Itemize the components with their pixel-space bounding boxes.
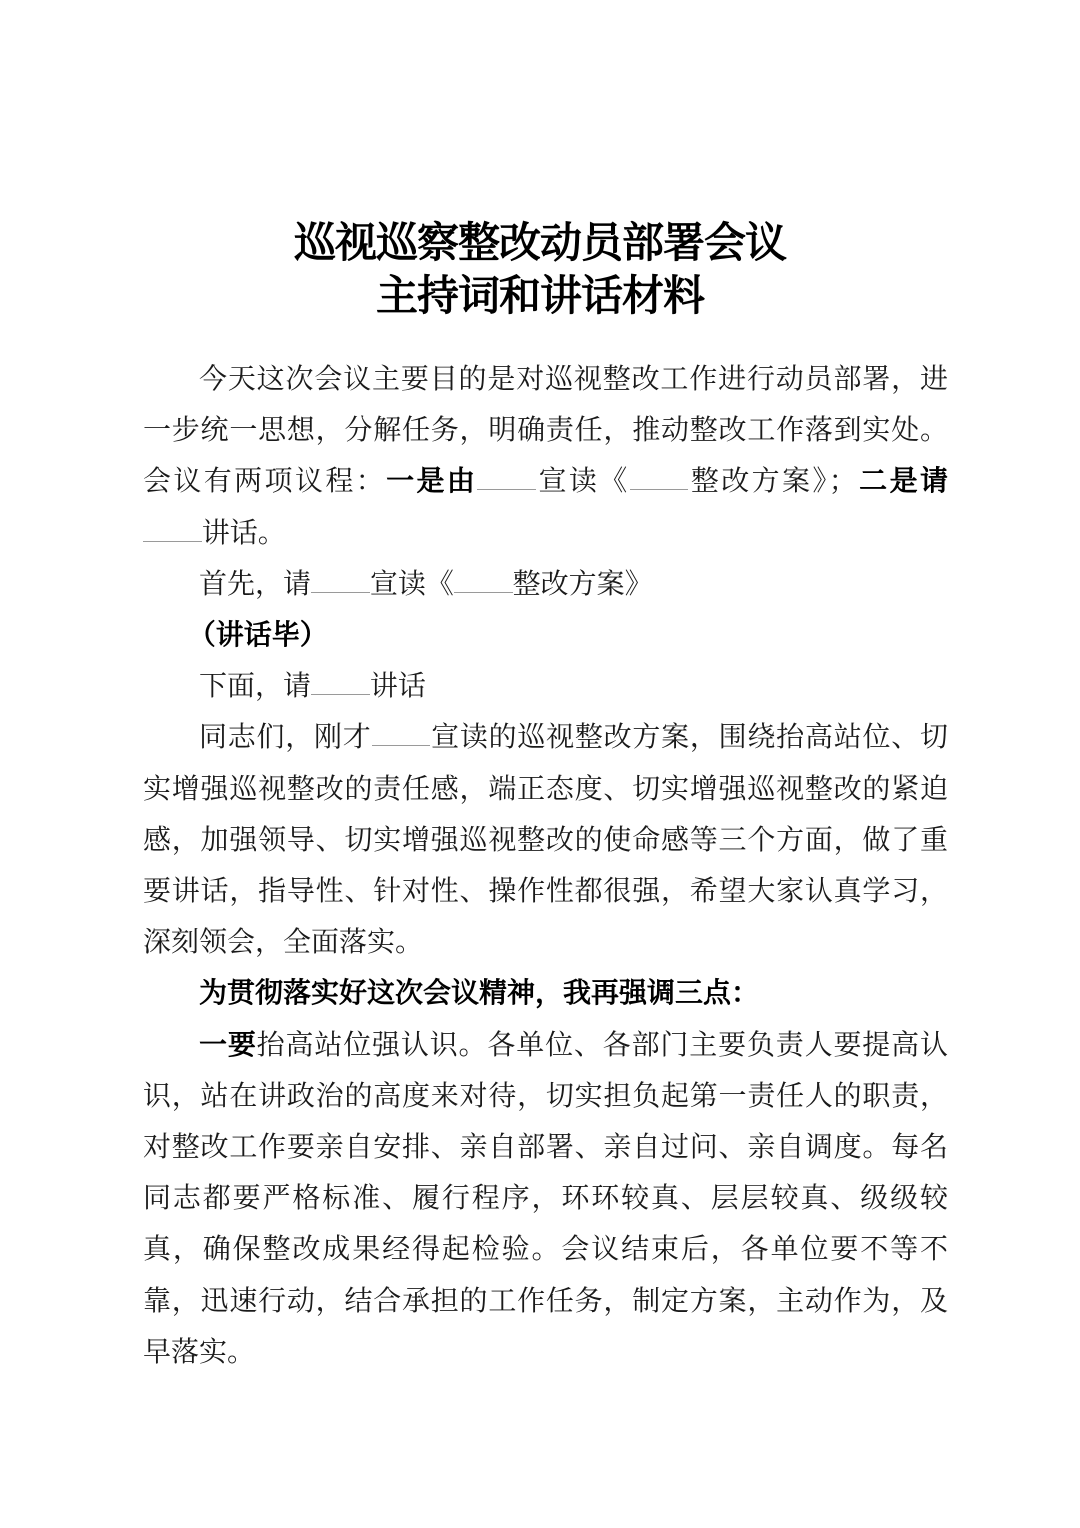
paragraph-text: 宣读《 — [369, 566, 454, 600]
fill-in-blank — [372, 720, 431, 746]
paragraph — [143, 558, 948, 609]
emphasized-text: 一是由 — [386, 464, 478, 498]
paragraph-text: 首先，请 — [199, 566, 312, 600]
emphasized-text: 为贯彻落实好这次会议精神，我再强调三点： — [199, 976, 760, 1010]
fill-in-blank — [477, 464, 536, 490]
paragraph — [143, 711, 948, 967]
title-line-1: 巡视巡察整改动员部署会议 — [293, 218, 786, 268]
paragraph-text: 整改方案》； — [688, 464, 857, 498]
paragraph-text: 今天这次会议主要目的是对巡视整改工作进行动员部署，进一步统一思想，分解任务，明确责任，推动整改工作落到实处。会议有两项议程： — [143, 362, 948, 498]
paragraph — [143, 609, 948, 660]
emphasized-text: 一要 — [199, 1027, 257, 1061]
paragraph-text: 讲话。 — [201, 515, 286, 549]
paragraph-text: 宣读《 — [536, 464, 630, 498]
paragraph-text: 同志们，刚才 — [199, 720, 372, 754]
fill-in-blank — [143, 515, 202, 541]
fill-in-blank — [454, 567, 513, 593]
paragraph — [143, 967, 948, 1018]
paragraph — [143, 660, 948, 711]
paragraph-text: 讲话 — [369, 669, 426, 703]
paragraph-text: 整改方案》 — [512, 566, 653, 600]
fill-in-blank — [311, 669, 370, 695]
fill-in-blank — [630, 464, 689, 490]
document-body — [143, 353, 948, 1377]
document-title — [0, 216, 1080, 322]
paragraph-text: 下面，请 — [199, 669, 312, 703]
fill-in-blank — [311, 567, 370, 593]
emphasized-text: （讲话毕） — [187, 618, 328, 652]
emphasized-text: 二是请 — [856, 464, 948, 498]
title-line-2: 主持词和讲话材料 — [375, 271, 704, 321]
paragraph — [143, 353, 948, 558]
paragraph-text: 抬高站位强认识。各单位、各部门主要负责人要提高认识，站在讲政治的高度来对待，切实担负起第一责任人的职责，对整改工作要亲自安排、亲自部署、亲自过问、亲自调度。每名同志都要严格标准、履行程序，环环较真、层层较真、级级较真，确保整改成果经得起检验。会议结束后，各单位要不等不靠，迅速行动，结合承担的工作任务，制定方案，主动作为，及早落实。 — [143, 1027, 948, 1368]
paragraph-text: 宣读的巡视整改方案，围绕抬高站位、切实增强巡视整改的责任感，端正态度、切实增强巡视整改的紧迫感，加强领导、切实增强巡视整改的使命感等三个方面，做了重要讲话，指导性、针对性、操作性都很强，希望大家认真学习，深刻领会，全面落实。 — [143, 720, 948, 959]
paragraph — [143, 1019, 948, 1377]
